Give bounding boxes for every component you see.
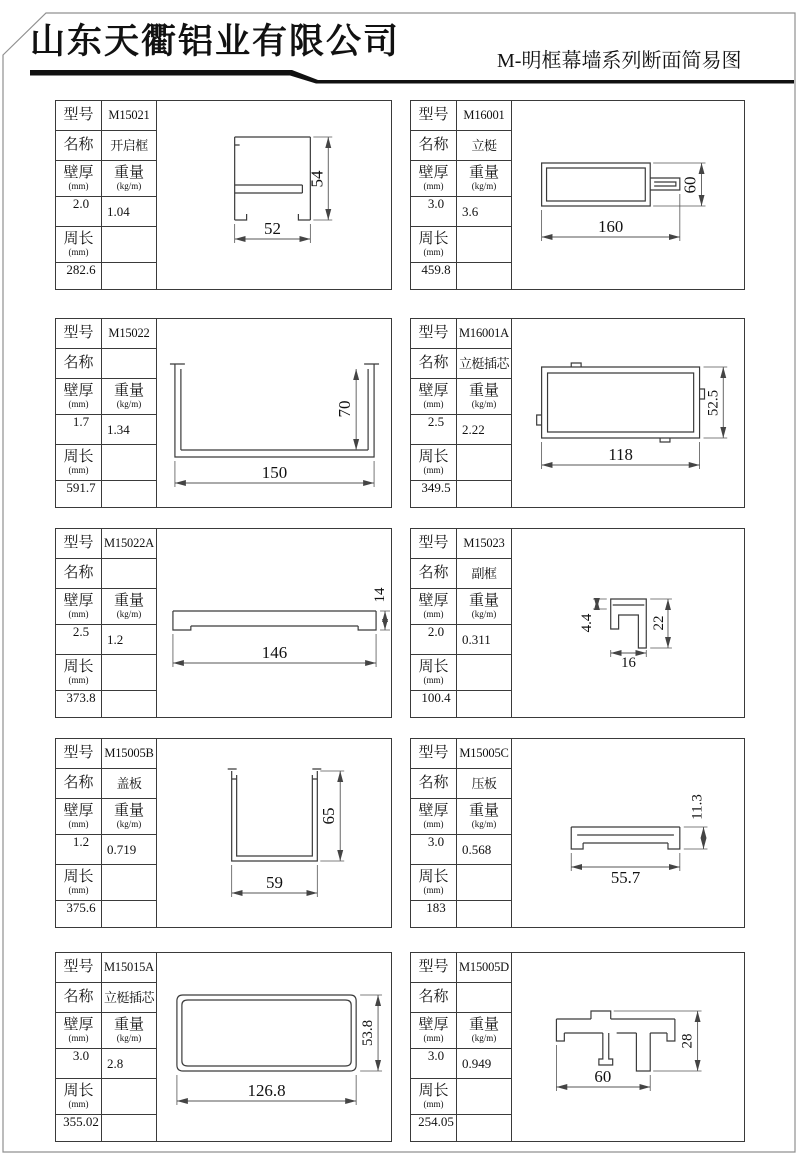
- profile-m16001-sketch: [512, 101, 744, 289]
- series-subtitle: M-明框幕墙系列断面简易图: [497, 50, 742, 72]
- profile-panel-m15023: [410, 528, 745, 718]
- model-label: 型号: [56, 101, 102, 130]
- model-value: M15021: [108, 107, 150, 122]
- cross-section-drawing: [512, 529, 744, 717]
- weight-value: 2.22: [462, 421, 485, 437]
- dim-height-label: 54: [307, 170, 327, 188]
- perimeter-value: 375.6: [56, 901, 102, 927]
- dim-extra-label: 4.4: [579, 613, 595, 633]
- cross-section-drawing: [157, 529, 391, 717]
- perimeter-value: 459.8: [411, 263, 457, 289]
- profile-m15023-sketch: [512, 529, 744, 717]
- dim-height-label: 22: [651, 615, 668, 631]
- perimeter-value: 254.05: [411, 1115, 457, 1141]
- dim-width-label: 150: [261, 462, 288, 483]
- dim-height-label: 52.5: [705, 389, 722, 417]
- name-value: 盖板: [116, 775, 142, 791]
- profile-m15005c-sketch: [512, 739, 744, 927]
- name-value: 立梃插芯: [103, 989, 154, 1005]
- spec-table: 型号 M15023 名称 副框 壁厚 (mm) 重量 (kg/m) 2.0 0.311 周长 (mm) 100.4: [411, 529, 512, 717]
- weight-value: 0.949: [462, 1055, 492, 1071]
- thickness-value: 3.0: [411, 197, 457, 226]
- dim-height-label: 14: [372, 587, 389, 603]
- cross-section-drawing: [157, 319, 391, 507]
- model-value: M16001A: [459, 325, 509, 340]
- profile-m15022-sketch: [157, 319, 391, 507]
- cross-section-drawing: [157, 101, 391, 289]
- weight-value: 0.719: [107, 841, 137, 857]
- perimeter-value: 591.7: [56, 481, 102, 507]
- profile-m15005d-sketch: [512, 953, 744, 1141]
- dim-width-label: 160: [598, 216, 624, 237]
- profile-panel-m15022: [55, 318, 392, 508]
- profile-m16001a-sketch: [512, 319, 744, 507]
- perimeter-value: 100.4: [411, 691, 457, 717]
- weight-value: 3.6: [462, 203, 479, 219]
- name-value: 开启框: [110, 137, 148, 153]
- model-value: M15022: [108, 325, 150, 340]
- cross-section-drawing: [512, 953, 744, 1141]
- dim-width-label: 52: [264, 218, 281, 239]
- thickness-value: 1.7: [56, 415, 102, 444]
- model-value: M15015A: [104, 959, 154, 974]
- name-value: 副框: [471, 565, 497, 581]
- profile-panel-m16001: [410, 100, 745, 290]
- thickness-value: 2.5: [411, 415, 457, 444]
- name-value: [102, 559, 156, 588]
- model-value: M15022A: [104, 535, 154, 550]
- weight-value: 1.04: [107, 203, 130, 219]
- profile-panel-m15015a: [55, 952, 392, 1142]
- name-label: 名称: [56, 131, 102, 160]
- profile-panel-m15021: [55, 100, 392, 290]
- cross-section-drawing: [157, 953, 391, 1141]
- name-value: 立梃插芯: [458, 355, 509, 371]
- weight-value: 2.8: [107, 1055, 124, 1071]
- name-value: [102, 349, 156, 378]
- spec-table: 型号 M15015A 名称 立梃插芯 壁厚 (mm) 重量 (kg/m) 3.0 2.8 周长 (mm) 355.02: [56, 953, 157, 1141]
- model-value: M16001: [463, 107, 505, 122]
- spec-table: 型号 M15022 名称 壁厚 (mm) 重量 (kg/m) 1.7 1.34 周长 (mm) 591.7: [56, 319, 157, 507]
- spec-table: [56, 101, 157, 289]
- model-value: M15005B: [104, 745, 154, 760]
- cross-section-drawing: [512, 319, 744, 507]
- dim-width-label: 146: [261, 642, 288, 663]
- perimeter-label: 周长 (mm): [56, 227, 102, 262]
- weight-label: 重量 (kg/m): [113, 165, 144, 191]
- dim-width-label: 60: [594, 1066, 612, 1087]
- profile-panel-m15022a: [55, 528, 392, 718]
- profile-panel-m15005c: [410, 738, 745, 928]
- perimeter-value: 282.6: [56, 263, 102, 289]
- dim-width-label: 55.7: [610, 867, 641, 888]
- spec-table: 型号 M16001 名称 立梃 壁厚 (mm) 重量 (kg/m) 3.0 3.6 周长 (mm) 459.8: [411, 101, 512, 289]
- thickness-label: 壁厚 (mm): [56, 161, 102, 196]
- weight-value: 1.34: [107, 421, 130, 437]
- weight-value: 1.2: [107, 631, 124, 647]
- dim-width-label: 59: [266, 872, 283, 893]
- name-value: 压板: [471, 775, 497, 791]
- perimeter-value: 373.8: [56, 691, 102, 717]
- dim-height-label: 28: [679, 1033, 696, 1049]
- dim-height-label: 65: [319, 807, 339, 825]
- perimeter-value: 183: [411, 901, 457, 927]
- profile-m15015a-sketch: [157, 953, 391, 1141]
- thickness-value: 2.0: [56, 197, 102, 226]
- thickness-value: 2.5: [56, 625, 102, 654]
- thickness-value: 3.0: [56, 1049, 102, 1078]
- profile-panel-m15005b: [55, 738, 392, 928]
- dim-width-label: 118: [608, 444, 633, 465]
- name-value: 立梃: [471, 137, 497, 153]
- profile-m15005b-sketch: [157, 739, 391, 927]
- model-value: M15005D: [459, 959, 509, 974]
- perimeter-value: 349.5: [411, 481, 457, 507]
- profile-panel-m16001a: [410, 318, 745, 508]
- weight-value: 0.568: [462, 841, 492, 857]
- model-value: M15023: [463, 535, 505, 550]
- company-title: 山东天衢铝业有限公司: [30, 22, 401, 61]
- dim-height-label: 53.8: [360, 1019, 377, 1047]
- profile-panel-m15005d: [410, 952, 745, 1142]
- thickness-value: 2.0: [411, 625, 457, 654]
- dim-height-label: 60: [680, 176, 700, 194]
- spec-table: 型号 M15022A 名称 壁厚 (mm) 重量 (kg/m) 2.5 1.2 周长 (mm) 373.8: [56, 529, 157, 717]
- profile-m15022a-sketch: [157, 529, 391, 717]
- thickness-value: 3.0: [411, 835, 457, 864]
- spec-table: 型号 M16001A 名称 立梃插芯 壁厚 (mm) 重量 (kg/m) 2.5 2.22 周长 (mm) 349.5: [411, 319, 512, 507]
- weight-value: 0.311: [462, 631, 491, 647]
- spec-table: 型号 M15005B 名称 盖板 壁厚 (mm) 重量 (kg/m) 1.2 0.719 周长 (mm) 375.6: [56, 739, 157, 927]
- dim-height-label: 70: [335, 400, 355, 418]
- spec-table: 型号 M15005D 名称 壁厚 (mm) 重量 (kg/m) 3.0 0.949 周长 (mm) 254.05: [411, 953, 512, 1141]
- spec-table: 型号 M15005C 名称 压板 壁厚 (mm) 重量 (kg/m) 3.0 0.568 周长 (mm) 183: [411, 739, 512, 927]
- dim-height-label: 11.3: [689, 794, 706, 820]
- profile-m15021-sketch: [157, 101, 391, 289]
- dim-width-label: 16: [621, 654, 636, 672]
- thickness-value: 1.2: [56, 835, 102, 864]
- model-value: M15005C: [459, 745, 509, 760]
- thickness-value: 3.0: [411, 1049, 457, 1078]
- name-value: [457, 983, 511, 1012]
- cross-section-drawing: [512, 101, 744, 289]
- perimeter-value: 355.02: [56, 1115, 102, 1141]
- cross-section-drawing: [512, 739, 744, 927]
- cross-section-drawing: [157, 739, 391, 927]
- dim-width-label: 126.8: [247, 1080, 286, 1101]
